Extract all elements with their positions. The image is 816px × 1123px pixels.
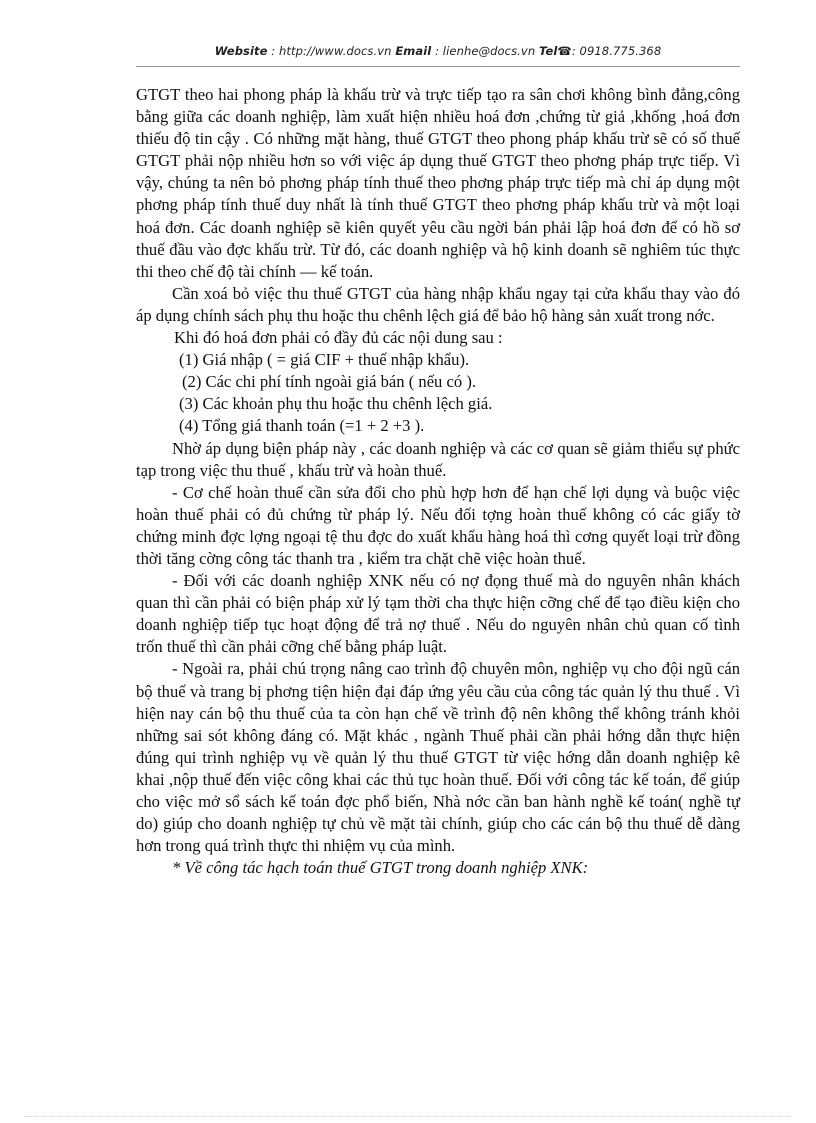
paragraph-3: Khi đó hoá đơn phải có đầy đủ các nội dung sau : bbox=[174, 328, 503, 348]
list-item: (4) Tổng giá thanh toán (=1 + 2 +3 ). bbox=[179, 416, 425, 436]
paragraph-5: - Cơ chế hoàn thuế cần sửa đổi cho phù hợp hơn để hạn chế lợi dụng và buộc việc hoàn thuế phải có đủ chứng từ pháp lý. Nếu đối tợng hoàn thuế không có các giấy tờ chứng minh đợc lợng ngoại tệ thu đợc do xuất khẩu hàng hoá thì cơng quyết loại trừ đồng thời tăng cờng công tác thanh tra , kiểm tra chặt chẽ việc hoàn thuế. bbox=[136, 482, 740, 568]
website-url: : http://www.docs.vn bbox=[267, 44, 396, 58]
paragraph-7: - Ngoài ra, phải chú trọng nâng cao trình độ chuyên môn, nghiệp vụ cho đội ngũ cán bộ thuế và trang bị phơng tiện hiện đại đáp ứng yêu cầu của công tác quản lý thu thuế . Vì hiện nay cán bộ thu thuế của ta còn hạn chế về trình độ nên không thể không tránh khỏi những sai sót không đáng có. Mặt khác , ngành Thuế phải cần phải hớng dẫn thực hiện đúng qui trình nghiệp vụ về quản lý thu thuế GTGT từ việc hớng dẫn doanh nghiệp kê khai ,nộp thuế đến việc công khai các thủ tục hoàn thuế. Đối với công tác kế toán, để giúp cho việc mở sổ sách kế toán đợc phổ biến, Nhà nớc cần ban hành nghề kế toán( nghề tự do) giúp cho doanh nghiệp tự chủ về mặt tài chính, giúp cho các cán bộ thu thuế dễ dàng hơn trong quá trình thực thi nhiệm vụ của mình. bbox=[136, 659, 740, 856]
tel-number: : 0918.775.368 bbox=[571, 44, 662, 58]
list-item: (1) Giá nhập ( = giá CIF + thuế nhập khẩu). bbox=[179, 350, 470, 370]
footer-divider bbox=[24, 1116, 792, 1117]
paragraph-1: GTGT theo hai phong pháp là khấu trừ và trực tiếp tạo ra sân chơi không bình đẳng,công bằng giữa các doanh nghiệp, làm xuất hiện nhiều hoá đơn ,chứng từ giả ,khống ,hoá đơn thiếu độ tin cậy . Có những mặt hàng, thuế GTGT theo phong pháp khấu trừ sẽ có số thuế GTGT phải nộp nhiều hơn so với việc áp dụng thuế GTGT theo phơng pháp trực tiếp. Vì vậy, chúng ta nên bỏ phơng pháp tính thuế theo phơng pháp trực tiếp mà chỉ áp dụng một phơng pháp tính thuế duy nhất là tính thuế GTGT theo phơng pháp khấu trừ và một loại hoá đơn. Các doanh nghiệp sẽ kiên quyết yêu cầu ngời bán phải lập hoá đơn để có hồ sơ thuế đầu vào đợc khấu trừ. Từ đó, các doanh nghiệp và hộ kinh doanh sẽ nghiêm túc thực thi theo chế độ tài chính — kế toán. bbox=[136, 85, 740, 281]
paragraph-6: - Đối với các doanh nghiệp XNK nếu có nợ đọng thuế mà do nguyên nhân khách quan thì cần phải có biện pháp xử lý tạm thời cha thực hiện cỡng chế để tạo điều kiện cho doanh nghiệp tiếp tục hoạt động để trả nợ thuế . Nếu do nguyên nhân chủ quan cố tình trốn thuế thì cần phải cỡng chế bằng pháp luật. bbox=[136, 571, 740, 657]
paragraph-4: Nhờ áp dụng biện pháp này , các doanh nghiệp và các cơ quan sẽ giảm thiểu sự phức tạp trong việc thu thuế , khấu trừ và hoàn thuế. bbox=[136, 438, 740, 480]
email-label: Email bbox=[395, 44, 432, 58]
header-divider bbox=[136, 66, 740, 67]
tel-label: Tel bbox=[538, 44, 558, 58]
list-item: (3) Các khoản phụ thu hoặc thu chênh lệch giá. bbox=[179, 394, 493, 414]
paragraph-2: Cần xoá bỏ việc thu thuế GTGT của hàng nhập khẩu ngay tại cửa khẩu thay vào đó áp dụng chính sách phụ thu hoặc thu chênh lệch giá để bảo hộ hàng sản xuất trong nớc. bbox=[136, 283, 740, 325]
list-item: (2) Các chi phí tính ngoài giá bán ( nếu có ). bbox=[182, 372, 476, 392]
document-body bbox=[136, 84, 740, 879]
page-header bbox=[136, 44, 740, 58]
website-label: Website bbox=[214, 44, 268, 58]
phone-icon: ☎ bbox=[557, 44, 572, 58]
section-heading: * Về công tác hạch toán thuế GTGT trong doanh nghiệp XNK: bbox=[172, 858, 589, 878]
email-address: : lienhe@docs.vn bbox=[431, 44, 539, 58]
